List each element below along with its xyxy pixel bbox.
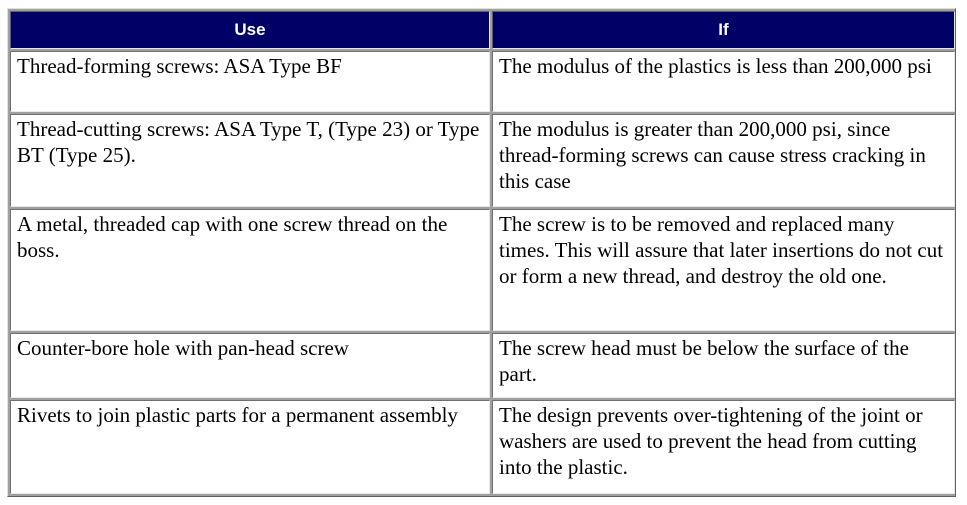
table-row: [10, 209, 955, 331]
use-cell: A metal, threaded cap with one screw thread on the boss.: [10, 209, 490, 331]
table-row: [10, 400, 955, 494]
use-cell: Rivets to join plastic parts for a permanent assembly: [10, 400, 490, 494]
fastener-usage-table: [8, 9, 957, 496]
table-row: [10, 51, 955, 112]
fastener-table-frame: [7, 8, 956, 497]
if-cell: The design prevents over-tightening of the joint or washers are used to prevent the head from cutting into the plastic.: [492, 400, 955, 494]
column-header-if: If: [492, 11, 955, 49]
if-cell: The screw head must be below the surface of the part.: [492, 333, 955, 398]
table-header-row: [10, 11, 955, 49]
table-row: [10, 333, 955, 398]
if-cell: The screw is to be removed and replaced many times. This will assure that later insertions do not cut or form a new thread, and destroy the old one.: [492, 209, 955, 331]
table-row: [10, 114, 955, 208]
column-header-use: Use: [10, 11, 490, 49]
if-cell: The modulus of the plastics is less than 200,000 psi: [492, 51, 955, 112]
use-cell: Thread-forming screws: ASA Type BF: [10, 51, 490, 112]
if-cell: The modulus is greater than 200,000 psi, since thread-forming screws can cause stress cracking in this case: [492, 114, 955, 208]
use-cell: Counter-bore hole with pan-head screw: [10, 333, 490, 398]
use-cell: Thread-cutting screws: ASA Type T, (Type 23) or Type BT (Type 25).: [10, 114, 490, 208]
